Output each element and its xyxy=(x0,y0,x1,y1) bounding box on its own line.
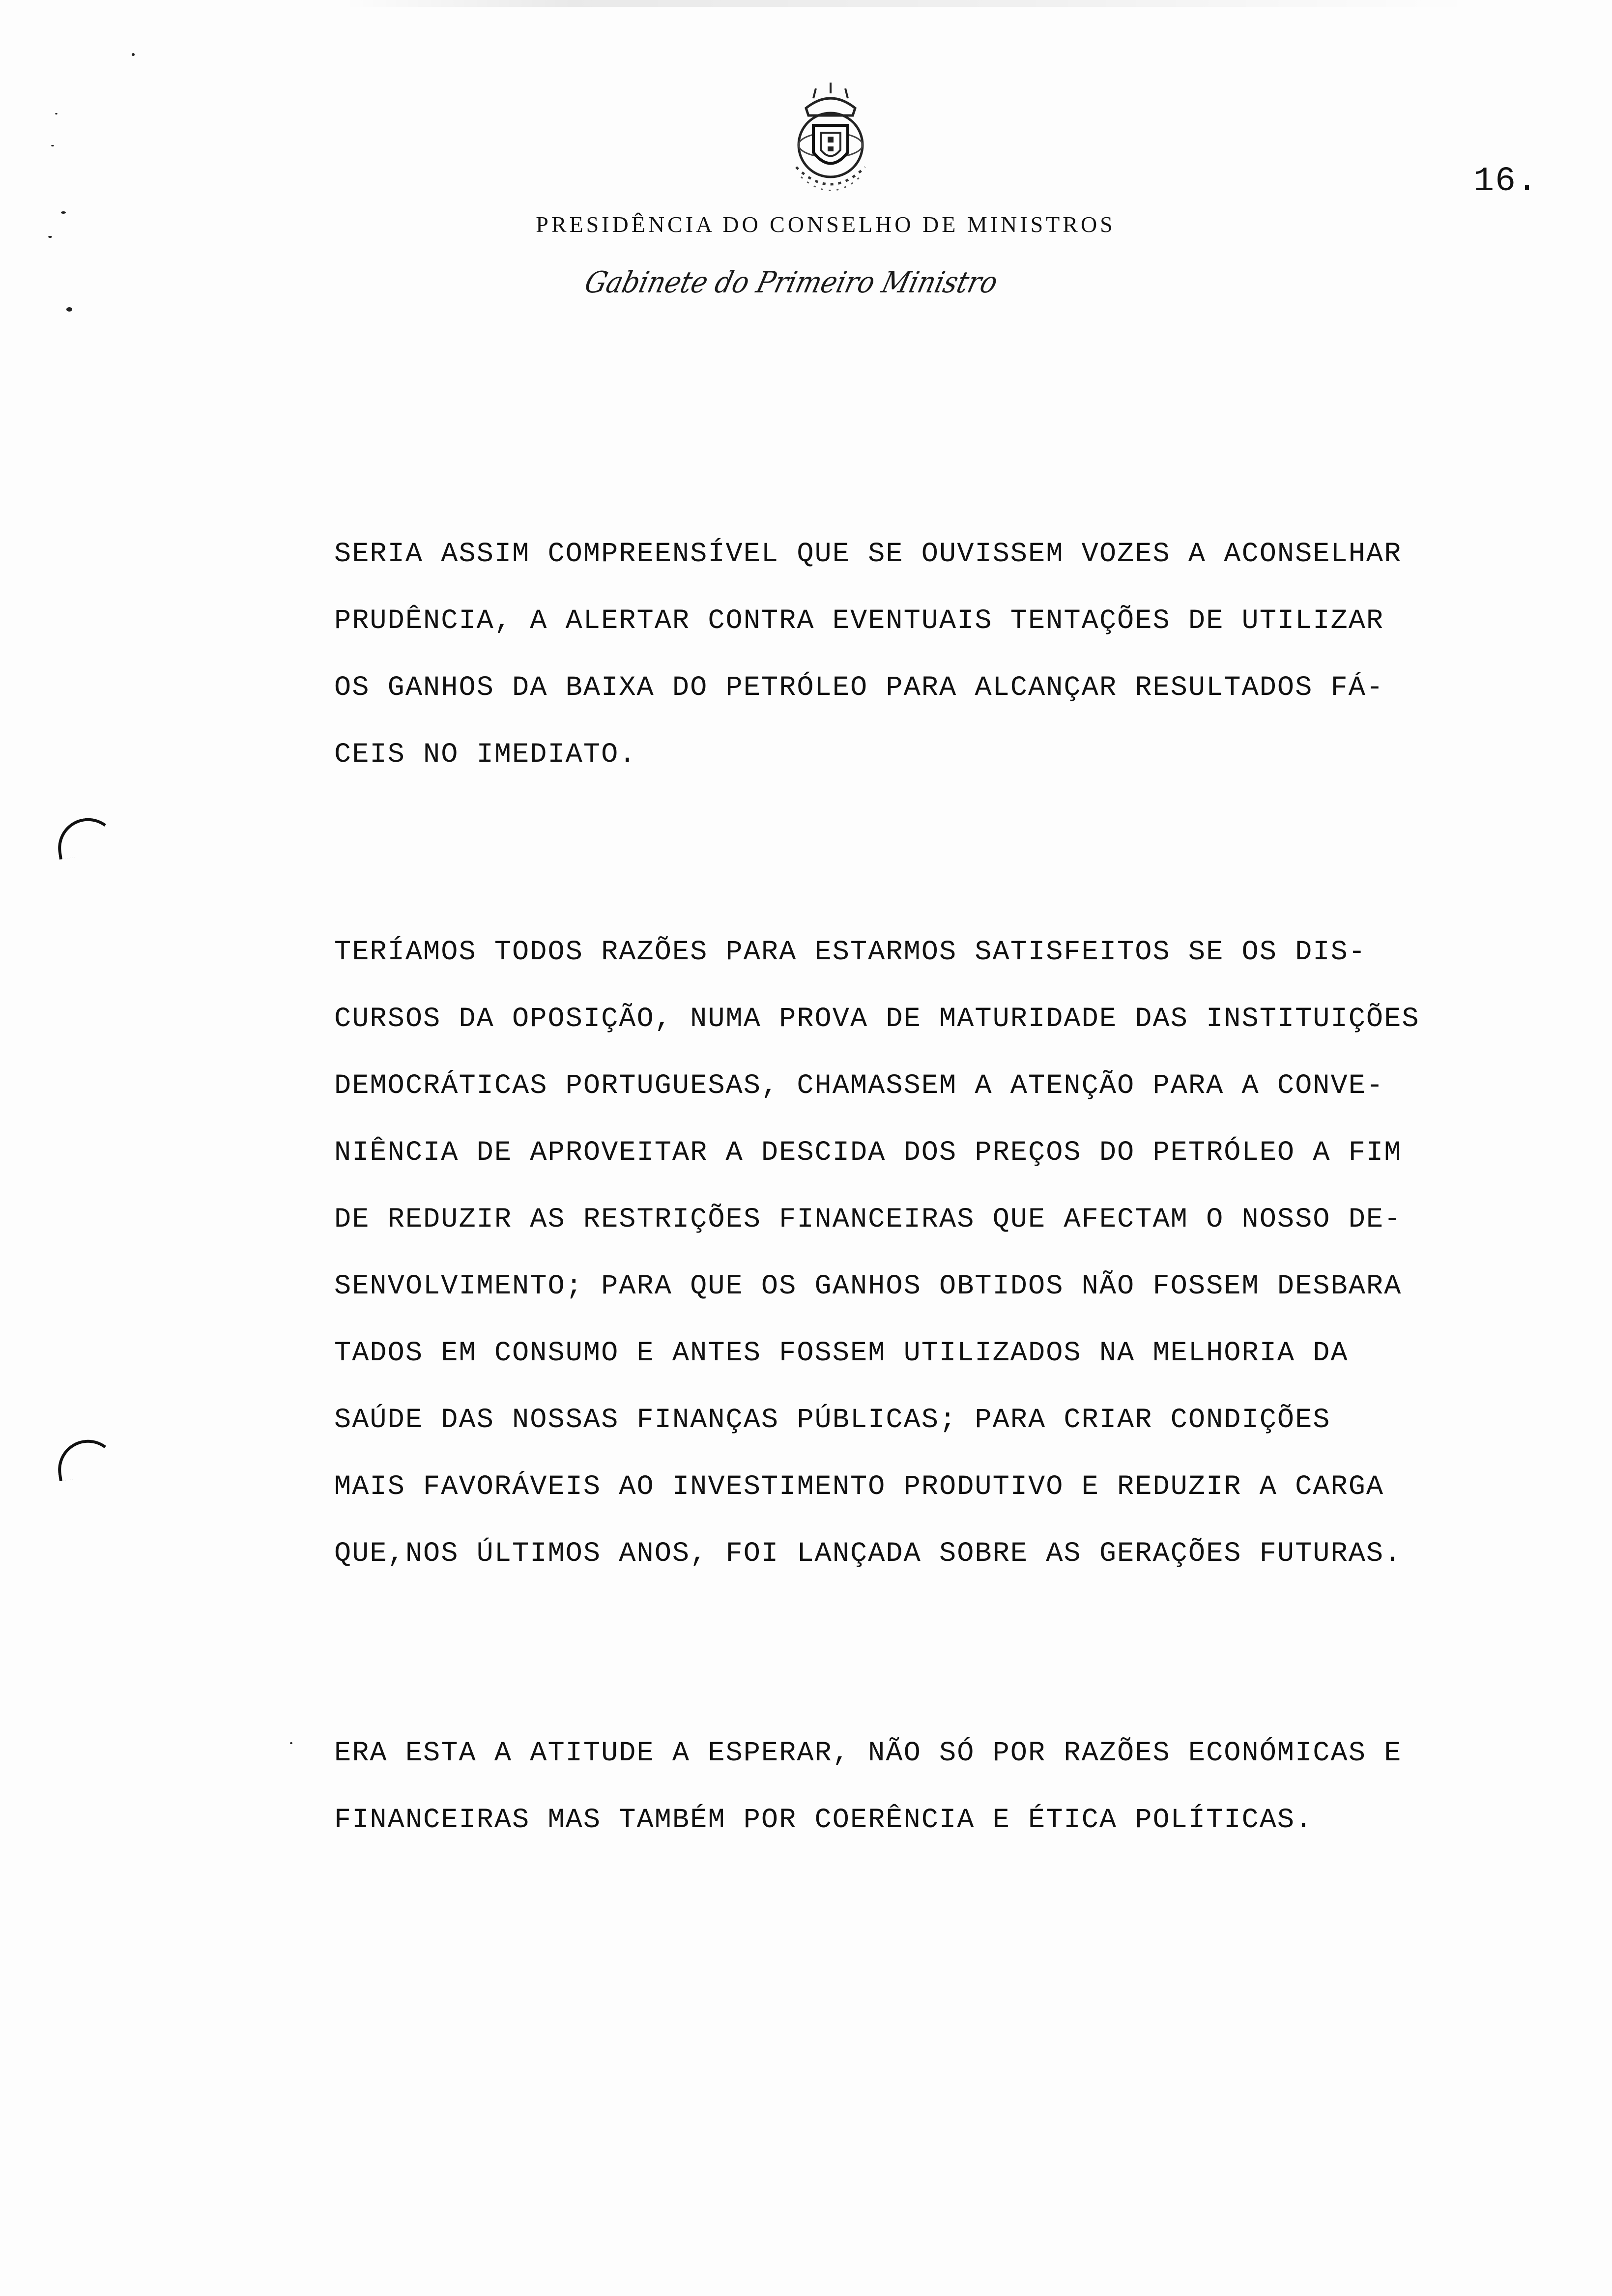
text-line: OS GANHOS DA BAIXA DO PETRÓLEO PARA ALCANÇAR RESULTADOS FÁ- xyxy=(334,672,1384,704)
text-line: SENVOLVIMENTO; PARA QUE OS GANHOS OBTIDOS NÃO FOSSEM DESBARA xyxy=(334,1271,1402,1302)
text-line: ERA ESTA A ATITUDE A ESPERAR, NÃO SÓ POR RAZÕES ECONÓMICAS E xyxy=(334,1738,1402,1769)
text-line: FINANCEIRAS MAS TAMBÉM POR COERÊNCIA E ÉTICA POLÍTICAS. xyxy=(334,1805,1313,1836)
margin-speck xyxy=(61,211,66,214)
text-line: NIÊNCIA DE APROVEITAR A DESCIDA DOS PREÇOS DO PETRÓLEO A FIM xyxy=(334,1137,1402,1169)
margin-speck xyxy=(48,236,52,238)
text-line: CURSOS DA OPOSIÇÃO, NUMA PROVA DE MATURIDADE DAS INSTITUIÇÕES xyxy=(334,1004,1420,1035)
punch-hole-mark xyxy=(54,814,118,860)
text-line: CEIS NO IMEDIATO. xyxy=(334,739,637,771)
cabinet-handwritten-subtitle: Gabinete do Primeiro Ministro xyxy=(581,265,1002,300)
paragraph-2 xyxy=(334,919,1573,1587)
text-line: PRUDÊNCIA, A ALERTAR CONTRA EVENTUAIS TENTAÇÕES DE UTILIZAR xyxy=(334,605,1384,637)
paragraph-1 xyxy=(334,521,1573,788)
letterhead-title: PRESIDÊNCIA DO CONSELHO DE MINISTROS xyxy=(536,212,1116,237)
punch-hole-mark xyxy=(54,1436,118,1481)
page-number: 16. xyxy=(1473,162,1538,201)
margin-speck xyxy=(51,145,54,146)
coat-of-arms-seal xyxy=(767,79,894,206)
scan-edge-noise xyxy=(344,0,1474,7)
margin-speck xyxy=(290,1742,292,1744)
text-line: TERÍAMOS TODOS RAZÕES PARA ESTARMOS SATISFEITOS SE OS DIS- xyxy=(334,937,1366,968)
text-line: QUE,NOS ÚLTIMOS ANOS, FOI LANÇADA SOBRE AS GERAÇÕES FUTURAS. xyxy=(334,1538,1402,1570)
text-line: SERIA ASSIM COMPREENSÍVEL QUE SE OUVISSEM VOZES A ACONSELHAR xyxy=(334,539,1402,570)
text-line: TADOS EM CONSUMO E ANTES FOSSEM UTILIZADOS NA MELHORIA DA xyxy=(334,1338,1349,1369)
margin-speck xyxy=(66,307,72,312)
paragraph-3 xyxy=(334,1720,1573,1854)
text-line: DEMOCRÁTICAS PORTUGUESAS, CHAMASSEM A ATENÇÃO PARA A CONVE- xyxy=(334,1070,1384,1102)
text-line: SAÚDE DAS NOSSAS FINANÇAS PÚBLICAS; PARA CRIAR CONDIÇÕES xyxy=(334,1405,1331,1436)
margin-speck xyxy=(132,53,135,56)
text-line: MAIS FAVORÁVEIS AO INVESTIMENTO PRODUTIVO E REDUZIR A CARGA xyxy=(334,1471,1384,1503)
text-line: DE REDUZIR AS RESTRIÇÕES FINANCEIRAS QUE AFECTAM O NOSSO DE- xyxy=(334,1204,1402,1235)
margin-speck xyxy=(55,113,58,115)
